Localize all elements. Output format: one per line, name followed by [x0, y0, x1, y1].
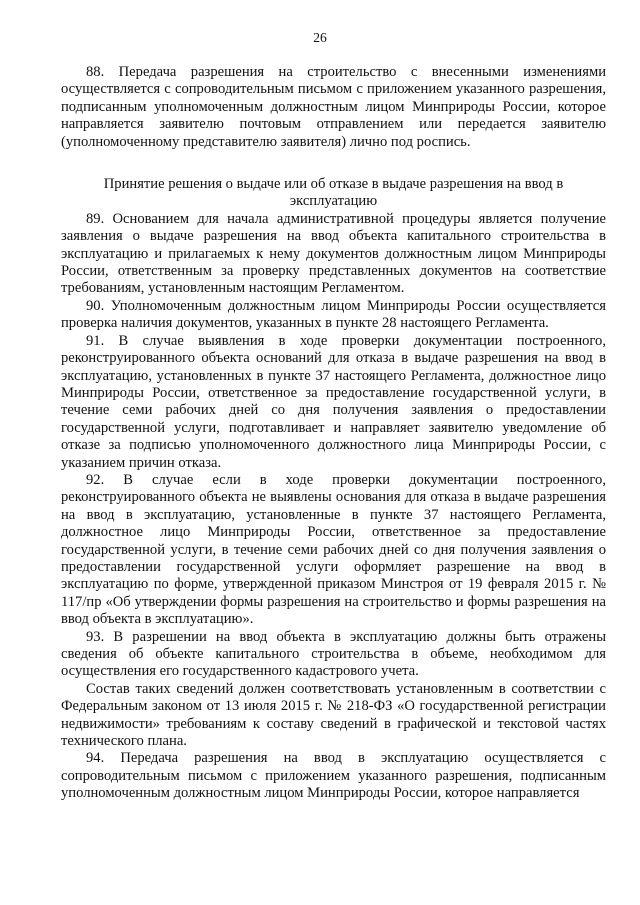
paragraph-90: 90. Уполномоченным должностным лицом Минприроды России осуществляется проверка наличия документов, указанных в пункте 28 настоящего Регламента. [61, 297, 606, 332]
paragraph-91: 91. В случае выявления в ходе проверки документации построенного, реконструированного объекта оснований для отказа в выдаче разрешения на ввод в эксплуатацию, установленных в пункте 37 настоящего Регламента, должностное лицо Минприроды России, ответственное за предоставление государственной услуги, в течение семи рабочих дней со дня получения заявления о предоставлении государственной услуги, подготавливает и направляет заявителю уведомление об отказе за подписью уполномоченного должностного лица Минприроды России, с указанием причин отказа. [61, 332, 606, 471]
paragraph-89: 89. Основанием для начала административной процедуры является получение заявления о выдаче разрешения на ввод объекта капитального строительства в эксплуатацию и прилагаемых к нему документов должностным лицом Минприроды России, ответственным за проверку представленных документов на соответствие требованиям, установленным настоящим Регламентом. [61, 210, 606, 297]
paragraph-93-continuation: Состав таких сведений должен соответствовать установленным в соответствии с Федеральным законом от 13 июля 2015 г. № 218-ФЗ «О государственной регистрации недвижимости» требованиям к составу сведений в графической и текстовой частях технического плана. [61, 680, 606, 750]
section-heading: Принятие решения о выдаче или об отказе в выдаче разрешения на ввод в эксплуатацию [103, 176, 564, 210]
paragraph-93: 93. В разрешении на ввод объекта в эксплуатацию должны быть отражены сведения об объекте капитального строительства в объеме, необходимом для осуществления его государственного кадастрового учета. [61, 628, 606, 680]
paragraph-88: 88. Передача разрешения на строительство с внесенными изменениями осуществляется с сопроводительным письмом с приложением указанного разрешения, подписанным уполномоченным должностным лицом Минприроды России, которое направляется заявителю почтовым отправлением или передается заявителю (уполномоченному представителю заявителя) лично под роспись. [61, 64, 606, 150]
page-number: 26 [313, 30, 327, 45]
paragraph-92: 92. В случае если в ходе проверки документации построенного, реконструированного объекта не выявлены основания для отказа в выдаче разрешения на ввод в эксплуатацию, установленные в пункте 37 настоящего Регламента, должностное лицо Минприроды России, ответственное за предоставление государственной услуги, в течение семи рабочих дней со дня получения заявления о предоставлении государственной услуги оформляет разрешение на ввод в эксплуатацию по форме, утвержденной приказом Минстроя от 19 февраля 2015 г. № 117/пр «Об утверждении формы разрешения на строительство и формы разрешения на ввод объекта в эксплуатацию». [61, 471, 606, 628]
paragraph-94: 94. Передача разрешения на ввод в эксплуатацию осуществляется с сопроводительным письмом с приложением указанного разрешения, подписанным уполномоченным должностным лицом Минприроды России, которое направляется [61, 750, 606, 802]
document-body [61, 64, 606, 803]
